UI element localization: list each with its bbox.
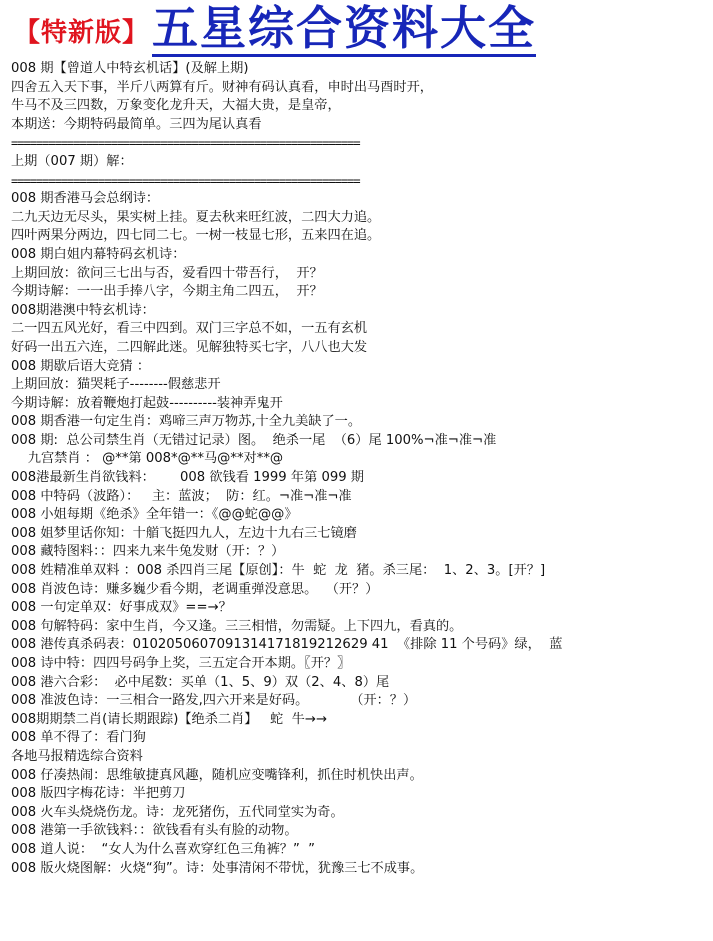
text-line: 008港最新生肖欲钱料： 008 欲钱看 1999 年第 099 期 — [11, 470, 364, 486]
text-line: 四叶两果分两边，四七同二七。一树一枝显七形，五来四在追。 — [11, 228, 381, 244]
text-line: 008 期: 总公司禁生肖（无错过记录）图。 绝杀一尾 （6）尾 100%¬准¬准¬准 — [11, 432, 497, 448]
text-line: 008 期【曾道人中特玄机话】(及解上期) — [11, 61, 249, 76]
separator-line: ======================================================== — [11, 173, 360, 188]
edition-badge: 【特新版】 — [14, 18, 150, 48]
text-line: 008 中特码（波路）： 主：蓝波； 防：红。¬准¬准¬准 — [11, 488, 352, 504]
text-line: 上期回放：欲问三七出与否，爱看四十带吾行， 开？ — [11, 265, 323, 281]
text-line: 008期期禁二肖(请长期跟踪)【绝杀二肖】 蛇 牛→→ — [11, 711, 327, 727]
text-line: 今期诗解：一一出手捧八字，今期主角二四五， 开？ — [11, 284, 323, 300]
text-line: 008 单不得了：看门狗 — [11, 730, 146, 746]
text-line: 008 期香港一句定生肖：鸡啼三声万物苏,十全九美缺了一。 — [11, 414, 362, 430]
page-header — [0, 0, 713, 58]
text-line: 二一四五风光好，看三中四到。双门三字总不如，一五有玄机 — [11, 321, 368, 337]
text-line: 008 一句定单双：好事成双》==→？ — [11, 600, 232, 616]
text-line: 008 姐梦里话你知：十艏飞挺四九人，左边十九右三七镜磨 — [11, 525, 357, 541]
text-line: 008 火车头烧烧伤龙。诗：龙死猪伤，五代同堂实为奇。 — [11, 804, 344, 820]
text-line: 上期回放：猫哭耗子--------假慈悲开 — [11, 377, 221, 393]
text-line: 008 期香港马会总纲诗： — [11, 191, 160, 207]
text-line: 九宫禁肖 ： @**第 008*@**马@**对**@ — [11, 451, 284, 467]
document-body — [11, 60, 711, 878]
text-line: 008 仔凑热闹：思维敏捷真风趣，随机应变嘴锋利，抓住时机快出声。 — [11, 767, 423, 783]
text-line: 二九天边无尽头，果实树上挂。夏去秋来旺红波，二四大力追。 — [11, 209, 381, 225]
text-line: 008 期歇后语大竞猜 ： — [11, 358, 151, 374]
text-line: 008 藏特图料：：四来九来牛兔发财（开：？） — [11, 544, 285, 560]
text-line: 008 版火烧图解：火烧“狗”。诗：处事清闲不带忧，犹豫三七不成事。 — [11, 860, 424, 876]
text-line: 008 准波色诗：一三相合一路发,四六开来是好码。 （开：？） — [11, 693, 417, 709]
text-line: 008 港传真杀码表：0102050607091314171819212629 41 《排除 11 个号码》绿， 蓝 — [11, 637, 563, 653]
text-line: 牛马不及三四数，万象变化龙升天，大福大贵，是皇帝， — [11, 98, 341, 114]
text-line: 本期送：今期特码最简单。三四为尾认真看 — [11, 116, 262, 132]
text-line: 008 肖波色诗：赚多巍少看今期，老调重弹没意思。 （开？） — [11, 581, 379, 597]
text-line: 今期诗解：放着鞭炮打起鼓----------装神弄鬼开 — [11, 395, 283, 411]
text-line: 好码一出五六连，二四解此迷。见解独特买七字，八八也大发 — [11, 339, 368, 355]
text-line: 008 姓精准单双料 ：008 杀四肖三尾【原创】：牛 蛇 龙 猪。杀三尾： 1、2、3。[开？] — [11, 563, 546, 579]
text-line: 上期（007 期）解： — [11, 153, 133, 169]
separator-line: ======================================================== — [11, 136, 360, 151]
text-line: 008 期白姐内幕特码玄机诗： — [11, 246, 186, 262]
text-line: 各地马报精选综合资料 — [11, 748, 143, 764]
page-title: 五星综合资料大全 — [152, 1, 536, 55]
text-line: 四舍五入天下事，半斤八两算有斤。财神有码认真看，申时出马酉时开， — [11, 79, 433, 95]
text-line: 008 句解特码：家中生肖，今又逢。三三相惜，勿需疑。上下四九，看真的。 — [11, 618, 463, 634]
text-line: 008 港第一手欲钱料：：欲钱看有头有脸的动物。 — [11, 823, 298, 839]
text-line: 008 道人说： “女人为什么喜欢穿红色三角裤？” ” — [11, 841, 315, 857]
text-line: 008期港澳中特玄机诗： — [11, 302, 155, 318]
text-line: 008 小姐每期《绝杀》全年错一：《@@蛇@@》 — [11, 507, 298, 523]
text-line: 008 版四字梅花诗：半把剪刀 — [11, 786, 186, 802]
text-line: 008 港六合彩： 必中尾数：买单（1、5、9）双（2、4、8）尾 — [11, 674, 390, 690]
text-line: 008 诗中特：四四号码争上奖，三五定合开本期。〖开？〗 — [11, 656, 351, 671]
